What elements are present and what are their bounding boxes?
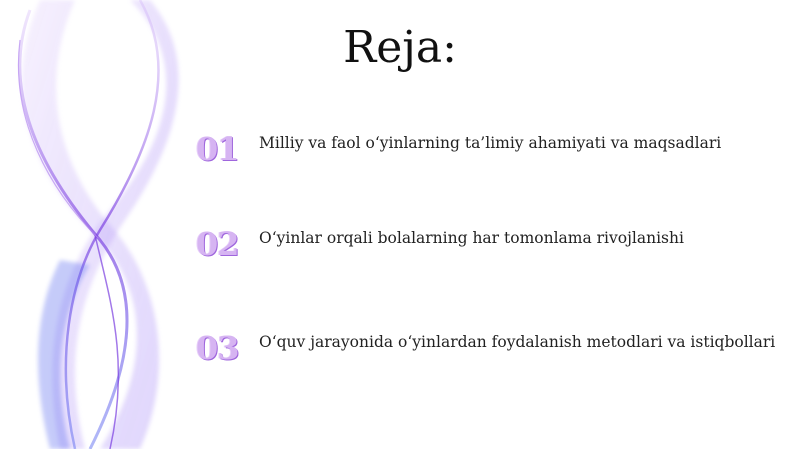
- plan-item-text: O‘yinlar orqali bolalarning har tomonlama rivojlanishi: [259, 229, 684, 247]
- plan-item-text: Milliy va faol o‘yinlarning ta’limiy ahamiyati va maqsadlari: [259, 134, 722, 152]
- plan-item-number: 03: [196, 329, 239, 367]
- plan-item-number: 02: [196, 225, 239, 263]
- plan-item-number: 01: [196, 130, 239, 168]
- slide-title: Reja:: [343, 22, 457, 73]
- plan-item-text: O‘quv jarayonida o‘yinlardan foydalanish metodlari va istiqbollari: [259, 333, 776, 351]
- decorative-ribbon: [0, 0, 200, 449]
